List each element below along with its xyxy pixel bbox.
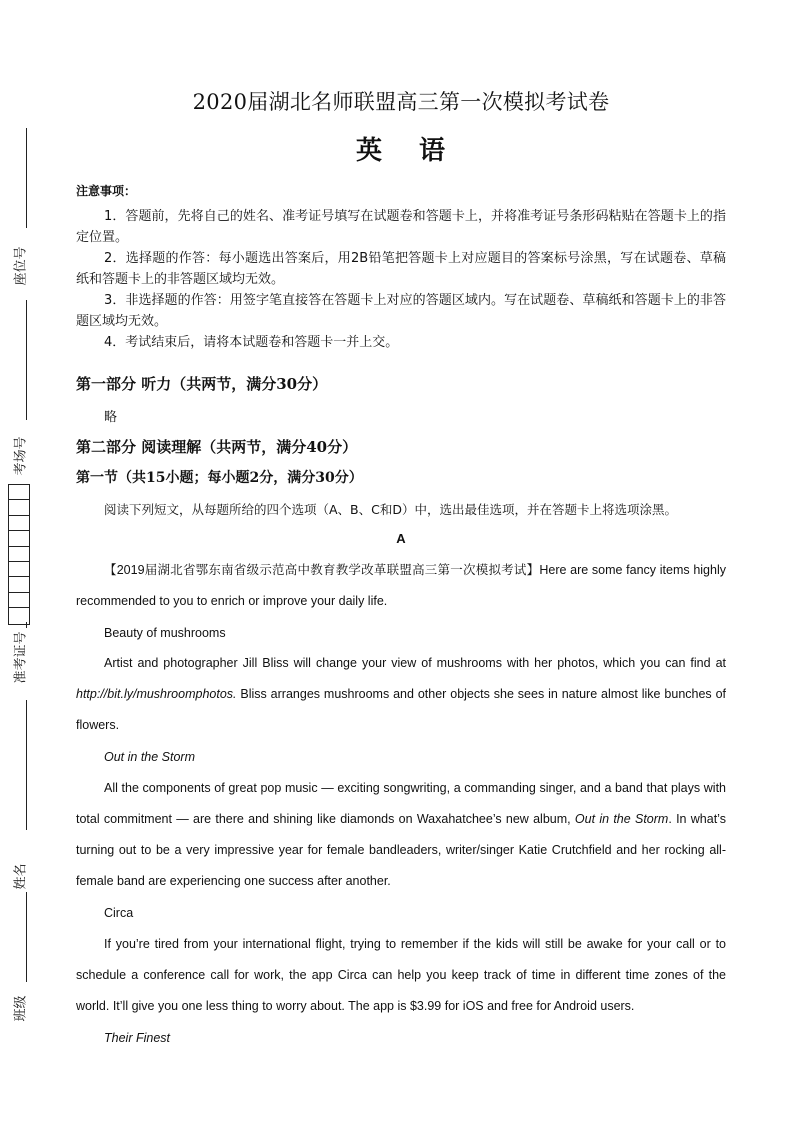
item-paragraph-album (76, 773, 726, 897)
margin-line (26, 128, 27, 228)
admission-number-label: 准考证号 (13, 631, 29, 684)
admission-digit-box[interactable] (9, 500, 29, 515)
notice-item: 2．选择题的作答：每小题选出答案后，用2B铅笔把答题卡上对应题目的答案标号涂黑，写在试题卷、草稿纸和答题卡上的非答题区域均无效。 (76, 251, 726, 287)
part2-heading: 第二部分 阅读理解（共两节，满分40分） (76, 438, 358, 456)
notice-item: 4．考试结束后，请将本试题卷和答题卡一并上交。 (104, 335, 399, 350)
paragraph-text: . In what’s turning out to be a very impressive year for female bandleaders, writer/singer Katie Crutchfield and her rocking all-female band are experiencing one success after another. (76, 812, 726, 888)
photo-link[interactable]: http://bit.ly/mushroomphotos. (76, 687, 237, 701)
reading-instruction: 阅读下列短文，从每题所给的四个选项（A、B、C和D）中，选出最佳选项，并在答题卡上将选项涂黑。 (104, 502, 677, 517)
album-title: Out in the Storm (574, 812, 669, 826)
binding-margin (0, 0, 60, 1123)
admission-digit-box[interactable] (9, 593, 29, 608)
notice-item: 1．答题前，先将自己的姓名、准考证号填写在试题卷和答题卡上，并将准考证号条形码粘贴在答题卡上的指定位置。 (76, 209, 726, 245)
item-heading-film: Their Finest (104, 1031, 170, 1045)
admission-digit-box[interactable] (9, 531, 29, 546)
margin-line (26, 300, 27, 420)
exam-title: 2020届湖北名师联盟高三第一次模拟考试卷 (192, 90, 610, 114)
paragraph-text: Artist and photographer Jill Bliss will change your view of mushrooms with her photos, which you can find at (104, 656, 726, 670)
passage-label: A (396, 531, 406, 546)
admission-digit-box[interactable] (9, 562, 29, 577)
notice-list (76, 206, 726, 353)
class-label: 班级 (13, 995, 29, 1022)
subject-char-1: 英 (355, 136, 383, 166)
seat-number-label: 座位号 (13, 246, 29, 286)
passage-intro: 【2019届湖北省鄂东南省级示范高中教育教学改革联盟高三第一次模拟考试】Here are some fancy items highly recommended to you to enrich or improve your daily life. (76, 563, 726, 608)
part1-omitted: 略 (104, 410, 118, 425)
admission-digit-box[interactable] (9, 577, 29, 592)
notice-heading: 注意事项： (76, 184, 137, 198)
item-paragraph-circa: If you’re tired from your international flight, trying to remember if the kids will still be awake for your call or to schedule a conference call for work, the app Circa can help you keep track of time in different time zones of the world. It’ll give you one less thing to worry about. The app is $3.99 for iOS and free for Android users. (76, 937, 726, 1013)
margin-line (26, 700, 27, 830)
notice-item: 3．非选择题的作答：用签字笔直接答在答题卡上对应的答题区域内。写在试题卷、草稿纸和答题卡上的非答题区域均无效。 (76, 293, 726, 329)
admission-number-boxes[interactable] (8, 484, 30, 625)
admission-digit-box[interactable] (9, 485, 29, 500)
part1-heading: 第一部分 听力（共两节，满分30分） (76, 375, 328, 393)
admission-digit-box[interactable] (9, 547, 29, 562)
item-heading-mushrooms: Beauty of mushrooms (104, 626, 226, 640)
item-heading-album: Out in the Storm (104, 750, 196, 764)
margin-line (26, 892, 27, 982)
item-heading-circa: Circa (104, 906, 134, 920)
subject-char-2: 语 (419, 136, 447, 166)
margin-line (26, 622, 27, 628)
section1-heading: 第一节（共15小题；每小题2分，满分30分） (76, 470, 363, 486)
exam-room-label: 考场号 (13, 436, 29, 476)
name-label: 姓名 (13, 863, 29, 890)
paragraph-text: All the components of great pop music — exciting songwriting, a commanding singer, and a band that plays with total commitment — are there and shining like diamonds on Waxahatchee’s new album, (76, 781, 726, 826)
admission-digit-box[interactable] (9, 516, 29, 531)
subject-title (76, 130, 726, 167)
item-paragraph-mushrooms (76, 648, 726, 741)
paragraph-text: Bliss arranges mushrooms and other objects she sees in nature almost like bunches of flowers. (76, 687, 726, 732)
